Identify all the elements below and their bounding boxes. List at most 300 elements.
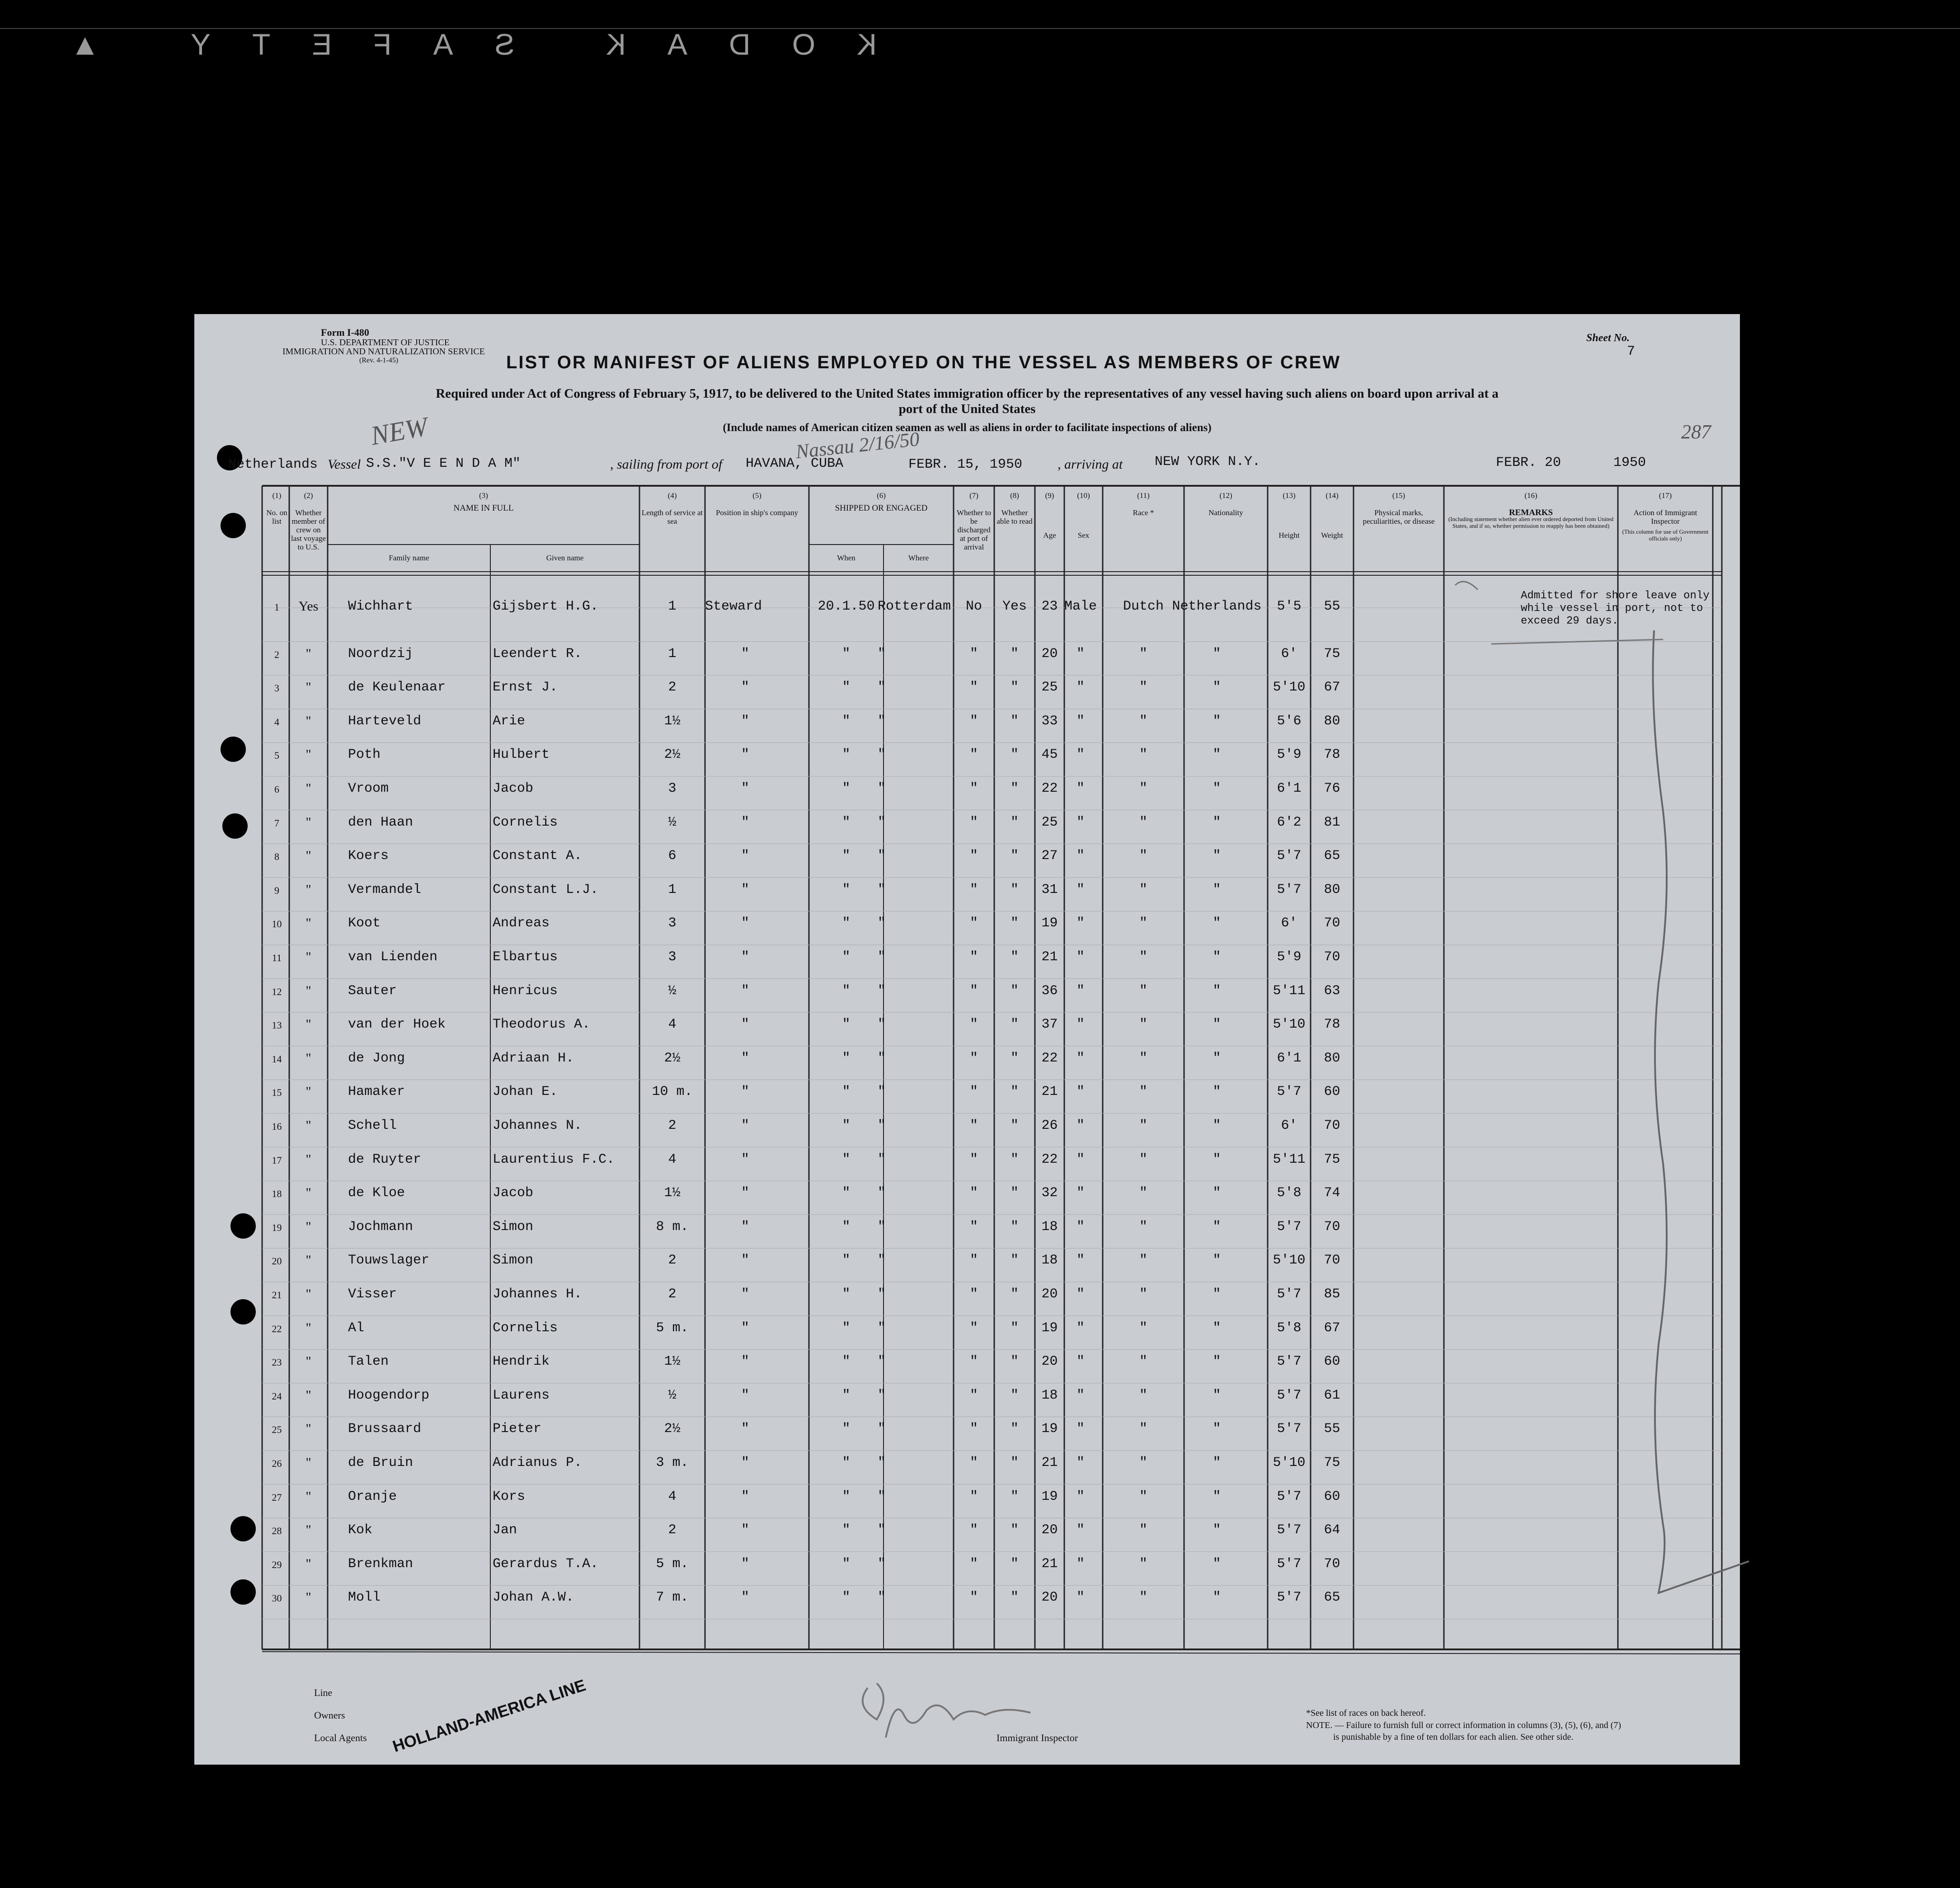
cell-nationality: " — [1213, 1354, 1221, 1370]
column-number-6: (6) — [877, 491, 886, 500]
cell-weight: 80 — [1324, 1050, 1340, 1066]
remarks-scribble — [1437, 576, 1753, 1760]
departure-port: HAVANA, CUBA — [746, 456, 844, 471]
cell-discharged: " — [969, 1287, 978, 1302]
cell-race: " — [1139, 1320, 1147, 1336]
cell-service: 2½ — [664, 747, 681, 763]
cell-when: " — [842, 1354, 851, 1370]
cell-weight: 80 — [1324, 882, 1340, 897]
cell-discharged: " — [969, 1556, 978, 1572]
cell-read: " — [1010, 1253, 1019, 1268]
cell-height: 6' — [1281, 646, 1297, 662]
cell-when: " — [842, 1050, 851, 1066]
cell-prev: " — [306, 882, 311, 897]
cell-where: " — [878, 646, 886, 662]
sheet-number: 7 — [1627, 344, 1636, 359]
vessel-name: S.S."V E E N D A M" — [366, 456, 521, 471]
cell-where: " — [878, 781, 886, 796]
cell-sex: " — [1076, 983, 1085, 999]
cell-service: 2 — [668, 1287, 677, 1302]
cell-no: 15 — [272, 1087, 282, 1099]
cell-discharged: " — [969, 1151, 978, 1167]
cell-given: Constant A. — [493, 848, 583, 864]
cell-when: " — [842, 680, 851, 695]
cell-no: 16 — [272, 1121, 282, 1132]
cell-when: " — [842, 1489, 851, 1504]
cell-discharged: " — [969, 781, 978, 796]
cell-family: Noordzij — [348, 646, 414, 662]
cell-no: 5 — [274, 750, 279, 761]
manifest-page — [194, 314, 1740, 1765]
cell-position: " — [741, 916, 750, 931]
cell-height: 5'7 — [1277, 882, 1302, 897]
cell-read: " — [1010, 680, 1019, 695]
cell-age: 21 — [1041, 949, 1058, 965]
cell-when: " — [842, 1522, 851, 1538]
column-label-10: Sex — [1077, 531, 1090, 540]
cell-prev: " — [306, 983, 311, 998]
cell-no: 1 — [274, 601, 279, 613]
cell-height: 6'1 — [1277, 781, 1302, 796]
cell-given: Theodorus A. — [493, 1017, 591, 1033]
cell-height: 5'10 — [1273, 1017, 1306, 1033]
cell-nationality: " — [1213, 1253, 1221, 1268]
column-number-11: (11) — [1137, 491, 1150, 500]
cell-no: 17 — [272, 1154, 282, 1166]
cell-sex: " — [1076, 848, 1085, 864]
cell-where: " — [878, 1287, 886, 1302]
cell-age: 19 — [1041, 1421, 1058, 1437]
cell-when: 20.1.50 — [818, 599, 875, 614]
cell-family: Visser — [348, 1287, 397, 1302]
cell-race: " — [1139, 713, 1147, 729]
cell-no: 19 — [272, 1221, 282, 1233]
column-number-1: (1) — [272, 491, 282, 500]
penalty-note-2: is punishable by a fine of ten dollars for each alien. See other side. — [1333, 1732, 1574, 1742]
cell-race: " — [1139, 1556, 1147, 1572]
cell-given: Cornelis — [493, 814, 558, 830]
cell-prev: " — [306, 646, 311, 661]
cell-position: " — [741, 1556, 750, 1572]
cell-read: " — [1010, 1522, 1019, 1538]
cell-when: " — [842, 1151, 851, 1167]
cell-given: Johan E. — [493, 1084, 558, 1100]
cell-where: " — [878, 1050, 886, 1066]
cell-age: 22 — [1041, 781, 1058, 796]
cell-given: Constant L.J. — [493, 882, 599, 897]
cell-when: " — [842, 983, 851, 999]
cell-position: " — [741, 949, 750, 965]
cell-prev: " — [306, 1354, 311, 1369]
cell-position: " — [741, 983, 750, 999]
cell-height: 5'7 — [1277, 1084, 1302, 1100]
cell-discharged: " — [969, 1253, 978, 1268]
cell-age: 31 — [1041, 882, 1058, 897]
manifest-title: LIST OR MANIFEST OF ALIENS EMPLOYED ON THE VESSEL AS MEMBERS OF CREW — [506, 352, 1341, 372]
column-sub-label-6b: Where — [908, 554, 929, 562]
column-note-17: (This column for use of Government officials only) — [1622, 528, 1709, 542]
cell-sex: " — [1076, 680, 1085, 695]
cell-position: " — [741, 848, 750, 864]
cell-weight: 80 — [1324, 713, 1340, 729]
cell-position: " — [741, 1185, 750, 1201]
cell-sex: " — [1076, 1287, 1085, 1302]
cell-sex: " — [1076, 781, 1085, 796]
cell-position: " — [741, 1151, 750, 1167]
cell-age: 32 — [1041, 1185, 1058, 1201]
cell-no: 10 — [272, 918, 282, 930]
cell-position: " — [741, 1253, 750, 1268]
cell-sex: " — [1076, 1421, 1085, 1437]
cell-when: " — [842, 1590, 851, 1606]
cell-weight: 55 — [1324, 599, 1340, 614]
cell-given: Leendert R. — [493, 646, 583, 662]
cell-no: 12 — [272, 986, 282, 997]
cell-age: 45 — [1041, 747, 1058, 763]
cell-service: 10 m. — [652, 1084, 693, 1100]
cell-height: 5'10 — [1273, 1455, 1306, 1470]
cell-height: 5'8 — [1277, 1320, 1302, 1336]
cell-race: " — [1139, 1084, 1147, 1100]
cell-height: 6' — [1281, 916, 1297, 931]
cell-position: " — [741, 1455, 750, 1470]
subtitle-line-3: (Include names of American citizen seamen as well as aliens in order to facilitate inspections of aliens) — [723, 422, 1212, 434]
cell-race: " — [1139, 916, 1147, 931]
cell-when: " — [842, 949, 851, 965]
cell-when: " — [842, 713, 851, 729]
cell-nationality: " — [1213, 1084, 1221, 1100]
cell-prev: Yes — [298, 599, 319, 614]
cell-given: Kors — [493, 1489, 526, 1504]
cell-sex: " — [1076, 1354, 1085, 1370]
cell-family: Brussaard — [348, 1421, 422, 1437]
cell-weight: 63 — [1324, 983, 1340, 999]
cell-race: " — [1139, 1354, 1147, 1370]
cell-family: van Lienden — [348, 949, 438, 965]
cell-sex: " — [1076, 1253, 1085, 1268]
cell-given: Adriaan H. — [493, 1050, 574, 1066]
cell-where: " — [878, 949, 886, 965]
column-sub-label-3b: Given name — [546, 554, 584, 562]
arrival-port: NEW YORK N.Y. — [1155, 454, 1261, 470]
cell-prev: " — [306, 848, 311, 864]
cell-family: Koot — [348, 916, 381, 931]
cell-age: 18 — [1041, 1387, 1058, 1403]
cell-service: 1½ — [664, 713, 681, 729]
cell-sex: " — [1076, 1185, 1085, 1201]
cell-weight: 75 — [1324, 1151, 1340, 1167]
cell-no: 8 — [274, 851, 279, 863]
cell-height: 5'10 — [1273, 680, 1306, 695]
column-number-3: (3) — [479, 491, 488, 500]
cell-nationality: " — [1213, 1421, 1221, 1437]
race-note: *See list of races on back hereof. — [1306, 1708, 1426, 1718]
cell-read: " — [1010, 1050, 1019, 1066]
cell-no: 13 — [272, 1019, 282, 1031]
column-label-16: REMARKS — [1509, 508, 1553, 517]
cell-no: 21 — [272, 1289, 282, 1301]
cell-family: Touwslager — [348, 1253, 430, 1268]
cell-where: " — [878, 882, 886, 897]
cell-sex: " — [1076, 814, 1085, 830]
cell-nationality: " — [1213, 1590, 1221, 1606]
cell-discharged: " — [969, 1185, 978, 1201]
cell-given: Hendrik — [493, 1354, 550, 1370]
cell-when: " — [842, 1387, 851, 1403]
column-number-7: (7) — [969, 491, 978, 500]
cell-prev: " — [306, 747, 311, 762]
cell-position: " — [741, 646, 750, 662]
cell-read: " — [1010, 1084, 1019, 1100]
cell-where: " — [878, 713, 886, 729]
cell-race: " — [1139, 1050, 1147, 1066]
cell-no: 2 — [274, 648, 279, 660]
cell-prev: " — [306, 1219, 311, 1234]
cell-age: 20 — [1041, 1522, 1058, 1538]
cell-read: " — [1010, 814, 1019, 830]
cell-read: " — [1010, 713, 1019, 729]
cell-read: " — [1010, 916, 1019, 931]
cell-prev: " — [306, 1421, 311, 1437]
cell-where: " — [878, 1320, 886, 1336]
cell-where: " — [878, 680, 886, 695]
cell-age: 19 — [1041, 1320, 1058, 1336]
cell-prev: " — [306, 916, 311, 931]
cell-weight: 74 — [1324, 1185, 1340, 1201]
cell-nationality: " — [1213, 983, 1221, 999]
cell-discharged: " — [969, 1590, 978, 1606]
cell-weight: 70 — [1324, 1219, 1340, 1235]
cell-given: Gijsbert H.G. — [493, 599, 599, 614]
cell-height: 5'7 — [1277, 848, 1302, 864]
cell-discharged: " — [969, 1084, 978, 1100]
cell-nationality: " — [1213, 1522, 1221, 1538]
cell-weight: 67 — [1324, 680, 1340, 695]
cell-where: " — [878, 1219, 886, 1235]
cell-discharged: " — [969, 1118, 978, 1133]
cell-nationality: " — [1213, 747, 1221, 763]
cell-discharged: " — [969, 1387, 978, 1403]
cell-when: " — [842, 747, 851, 763]
cell-race: " — [1139, 1118, 1147, 1133]
cell-read: " — [1010, 1320, 1019, 1336]
column-label-6: SHIPPED OR ENGAGED — [835, 503, 928, 513]
cell-where: " — [878, 1354, 886, 1370]
cell-height: 5'10 — [1273, 1253, 1306, 1268]
column-number-14: (14) — [1325, 491, 1339, 500]
cell-where: " — [878, 1556, 886, 1572]
cell-weight: 65 — [1324, 1590, 1340, 1606]
column-label-9: Age — [1043, 531, 1056, 540]
cell-sex: " — [1076, 1387, 1085, 1403]
cell-position: " — [741, 1387, 750, 1403]
cell-when: " — [842, 1287, 851, 1302]
cell-weight: 76 — [1324, 781, 1340, 796]
cell-when: " — [842, 848, 851, 864]
cell-service: 1½ — [664, 1185, 681, 1201]
cell-family: Hamaker — [348, 1084, 405, 1100]
sheet-label: Sheet No. — [1586, 332, 1630, 344]
column-label-14: Weight — [1321, 531, 1343, 540]
cell-discharged: No — [965, 599, 982, 614]
cell-no: 25 — [272, 1424, 282, 1436]
handwritten-annotation-2: Nassau 2/16/50 — [794, 427, 921, 463]
cell-when: " — [842, 1421, 851, 1437]
cell-race: " — [1139, 1421, 1147, 1437]
cell-height: 5'9 — [1277, 949, 1302, 965]
cell-when: " — [842, 1017, 851, 1033]
cell-discharged: " — [969, 1421, 978, 1437]
cell-position: " — [741, 1320, 750, 1336]
cell-given: Andreas — [493, 916, 550, 931]
cell-read: Yes — [1002, 599, 1027, 614]
column-label-11: Race * — [1133, 508, 1154, 517]
cell-family: Oranje — [348, 1489, 397, 1504]
cell-given: Laurens — [493, 1387, 550, 1403]
column-number-2: (2) — [304, 491, 313, 500]
cell-weight: 85 — [1324, 1287, 1340, 1302]
cell-no: 4 — [274, 716, 279, 728]
film-edge-text: KODAK SAFETY ▲ — [28, 28, 877, 61]
cell-service: 3 — [668, 949, 677, 965]
cell-age: 21 — [1041, 1556, 1058, 1572]
cell-service: 1 — [668, 599, 677, 614]
subtitle-line-1: Required under Act of Congress of February 5, 1917, to be delivered to the United States immigration officer by the representatives of any vessel having such aliens on board upon arrival at a — [436, 386, 1499, 401]
column-label-4: Length of service at sea — [641, 508, 703, 526]
cell-service: 4 — [668, 1017, 677, 1033]
cell-family: van der Hoek — [348, 1017, 446, 1033]
cell-sex: " — [1076, 1118, 1085, 1133]
cell-position: " — [741, 1421, 750, 1437]
column-label-15: Physical marks, peculiarities, or disease — [1363, 508, 1435, 526]
cell-weight: 70 — [1324, 1556, 1340, 1572]
cell-given: Hulbert — [493, 747, 550, 763]
cell-service: 1 — [668, 882, 677, 897]
cell-family: den Haan — [348, 814, 414, 830]
vessel-flag: Netherlands — [228, 457, 318, 472]
cell-no: 29 — [272, 1559, 282, 1570]
cell-race: " — [1139, 1590, 1147, 1606]
arrival-date: FEBR. 20 — [1496, 455, 1561, 470]
cell-position: " — [741, 781, 750, 796]
cell-discharged: " — [969, 814, 978, 830]
cell-nationality: " — [1213, 1219, 1221, 1235]
cell-height: 5'7 — [1277, 1489, 1302, 1504]
cell-race: " — [1139, 1185, 1147, 1201]
cell-family: Vermandel — [348, 882, 422, 897]
cell-read: " — [1010, 882, 1019, 897]
cell-height: 6'1 — [1277, 1050, 1302, 1066]
cell-sex: " — [1076, 1084, 1085, 1100]
cell-age: 36 — [1041, 983, 1058, 999]
cell-service: 2 — [668, 1253, 677, 1268]
cell-read: " — [1010, 1489, 1019, 1504]
cell-discharged: " — [969, 949, 978, 965]
cell-when: " — [842, 646, 851, 662]
cell-race: " — [1139, 1387, 1147, 1403]
cell-no: 3 — [274, 682, 279, 694]
revision: (Rev. 4-1-45) — [359, 357, 399, 364]
cell-no: 26 — [272, 1458, 282, 1469]
column-label-8: Whether able to read — [996, 508, 1033, 526]
cell-service: 3 — [668, 916, 677, 931]
column-number-4: (4) — [667, 491, 677, 500]
cell-family: Brenkman — [348, 1556, 414, 1572]
cell-where: " — [878, 1489, 886, 1504]
cell-no: 18 — [272, 1188, 282, 1200]
cell-prev: " — [306, 814, 311, 830]
cell-sex: Male — [1064, 599, 1097, 614]
column-label-7: Whether to be discharged at port of arrival — [957, 508, 991, 551]
cell-read: " — [1010, 983, 1019, 999]
cell-family: de Jong — [348, 1050, 405, 1066]
remark-row-1: Admitted for shore leave only while vessel in port, not to exceed 29 days. — [1521, 590, 1710, 627]
cell-prev: " — [306, 781, 311, 796]
cell-service: 4 — [668, 1489, 677, 1504]
cell-sex: " — [1076, 1017, 1085, 1033]
cell-given: Jacob — [493, 781, 534, 796]
cell-prev: " — [306, 1489, 311, 1504]
cell-height: 5'7 — [1277, 1387, 1302, 1403]
cell-height: 6'2 — [1277, 814, 1302, 830]
cell-weight: 70 — [1324, 916, 1340, 931]
cell-weight: 61 — [1324, 1387, 1340, 1403]
cell-nationality: " — [1213, 1151, 1221, 1167]
cell-read: " — [1010, 1118, 1019, 1133]
cell-height: 5'11 — [1273, 983, 1306, 999]
cell-age: 18 — [1041, 1219, 1058, 1235]
cell-where: " — [878, 848, 886, 864]
cell-where: " — [878, 1084, 886, 1100]
cell-discharged: " — [969, 882, 978, 897]
cell-family: Koers — [348, 848, 389, 864]
cell-given: Arie — [493, 713, 526, 729]
cell-when: " — [842, 882, 851, 897]
cell-discharged: " — [969, 1017, 978, 1033]
cell-given: Johannes H. — [493, 1287, 583, 1302]
cell-race: " — [1139, 680, 1147, 695]
cell-family: Wichhart — [348, 599, 414, 614]
cell-race: " — [1139, 1455, 1147, 1470]
cell-weight: 65 — [1324, 848, 1340, 864]
cell-family: Al — [348, 1320, 365, 1336]
cell-read: " — [1010, 1287, 1019, 1302]
cell-race: " — [1139, 949, 1147, 965]
cell-race: " — [1139, 1522, 1147, 1538]
cell-service: 2½ — [664, 1421, 681, 1437]
cell-position: " — [741, 1590, 750, 1606]
cell-when: " — [842, 1084, 851, 1100]
cell-given: Pieter — [493, 1421, 542, 1437]
cell-given: Gerardus T.A. — [493, 1556, 599, 1572]
column-sub-label-3a: Family name — [389, 554, 429, 562]
column-number-15: (15) — [1392, 491, 1405, 500]
cell-when: " — [842, 1118, 851, 1133]
cell-weight: 60 — [1324, 1084, 1340, 1100]
cell-age: 18 — [1041, 1253, 1058, 1268]
cell-height: 5'7 — [1277, 1522, 1302, 1538]
cell-prev: " — [306, 1590, 311, 1605]
cell-no: 27 — [272, 1491, 282, 1503]
cell-sex: " — [1076, 1522, 1085, 1538]
dept-line-2: IMMIGRATION AND NATURALIZATION SERVICE — [282, 347, 485, 357]
cell-read: " — [1010, 1219, 1019, 1235]
cell-age: 20 — [1041, 646, 1058, 662]
cell-prev: " — [306, 1387, 311, 1403]
cell-sex: " — [1076, 882, 1085, 897]
cell-nationality: " — [1213, 949, 1221, 965]
cell-read: " — [1010, 1556, 1019, 1572]
